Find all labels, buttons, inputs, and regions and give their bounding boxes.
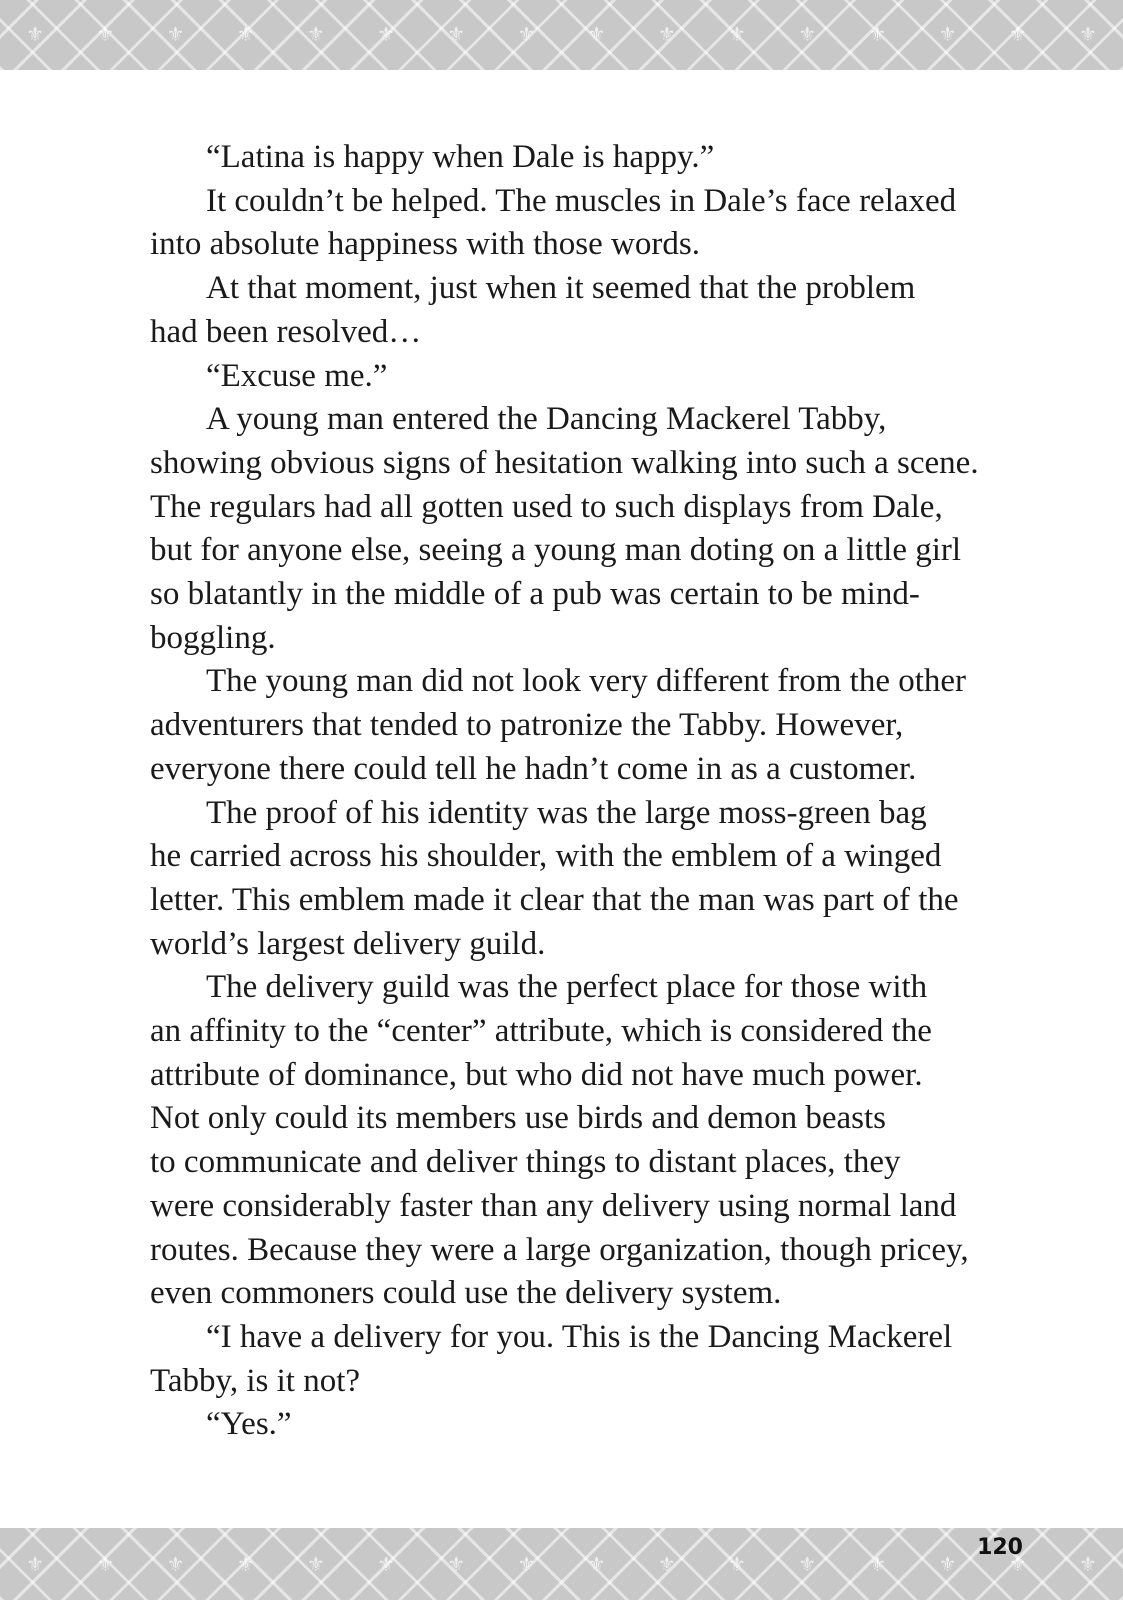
fleur-icon: ⚜ xyxy=(377,1552,395,1576)
fleur-icon: ⚜ xyxy=(728,22,746,46)
text-line: everyone there could tell he hadn’t come in as a customer. xyxy=(150,750,917,787)
text-line: The regulars had all gotten used to such displays from Dale, xyxy=(150,488,943,525)
fleur-icon: ⚜ xyxy=(657,1552,676,1576)
fleur-icon: ⚜ xyxy=(1078,22,1097,46)
text-line: attribute of dominance, but who did not have much power. xyxy=(150,1056,923,1093)
fleur-icon: ⚜ xyxy=(236,1552,255,1576)
text-line: The young man did not look very different from the other xyxy=(206,663,967,700)
text-line: even commoners could use the delivery system. xyxy=(150,1275,782,1312)
fleur-icon: ⚜ xyxy=(868,1552,887,1576)
fleur-icon: ⚜ xyxy=(1008,22,1027,46)
fleur-icon: ⚜ xyxy=(517,22,536,46)
fleur-icon: ⚜ xyxy=(377,22,395,46)
text-line: into absolute happiness with those words. xyxy=(150,226,700,263)
fleur-icon: ⚜ xyxy=(166,22,185,46)
text-line: to communicate and deliver things to distant places, they xyxy=(150,1144,901,1181)
fleur-icon: ⚜ xyxy=(938,22,957,46)
fleur-icon: ⚜ xyxy=(236,22,255,46)
page-body-text xyxy=(150,136,1030,1447)
text-line: Not only could its members use birds and demon beasts xyxy=(150,1100,886,1137)
fleur-icon: ⚜ xyxy=(306,22,325,46)
text-line: At that moment, just when it seemed that the problem xyxy=(206,270,916,307)
text-line: so blatantly in the middle of a pub was certain to be mind- xyxy=(150,576,920,613)
top-decorative-band xyxy=(0,0,1123,70)
text-line: “Excuse me.” xyxy=(206,357,388,394)
text-line: The delivery guild was the perfect place for those with xyxy=(206,969,928,1006)
fleur-icon: ⚜ xyxy=(96,22,115,46)
fleur-icon: ⚜ xyxy=(587,22,606,46)
fleur-icon: ⚜ xyxy=(798,22,817,46)
fleur-icon: ⚜ xyxy=(728,1552,746,1576)
fleur-icon: ⚜ xyxy=(1078,1552,1097,1576)
fleur-icon: ⚜ xyxy=(447,22,466,46)
text-line: had been resolved… xyxy=(150,313,422,350)
text-line: A young man entered the Dancing Mackerel Tabby, xyxy=(206,401,887,438)
text-line: boggling. xyxy=(150,619,276,656)
text-line: an affinity to the “center” attribute, which is considered the xyxy=(150,1013,932,1050)
text-line: but for anyone else, seeing a young man doting on a little girl xyxy=(150,532,962,569)
fleur-icon: ⚜ xyxy=(587,1552,606,1576)
text-line: It couldn’t be helped. The muscles in Dale’s face relaxed xyxy=(206,182,957,219)
page-number: 120 xyxy=(977,1535,1023,1560)
fleur-icon: ⚜ xyxy=(938,1552,957,1576)
text-line: routes. Because they were a large organization, though pricey, xyxy=(150,1231,969,1268)
fleur-icon: ⚜ xyxy=(1008,1552,1027,1576)
text-line: adventurers that tended to patronize the Tabby. However, xyxy=(150,707,904,744)
text-line: The proof of his identity was the large moss-green bag xyxy=(206,794,927,831)
text-line: world’s largest delivery guild. xyxy=(150,925,546,962)
text-line: Tabby, is it not? xyxy=(150,1362,361,1399)
fleur-icon: ⚜ xyxy=(798,1552,817,1576)
text-line: showing obvious signs of hesitation walking into such a scene. xyxy=(150,444,979,481)
fleur-icon: ⚜ xyxy=(26,1552,45,1576)
fleur-icon: ⚜ xyxy=(306,1552,325,1576)
fleur-icon: ⚜ xyxy=(517,1552,536,1576)
text-line: were considerably faster than any delivery using normal land xyxy=(150,1187,957,1224)
fleur-icon: ⚜ xyxy=(26,22,45,46)
top-fleur-motif-row xyxy=(0,24,1123,44)
fleur-icon: ⚜ xyxy=(96,1552,115,1576)
text-line: he carried across his shoulder, with the emblem of a winged xyxy=(150,838,942,875)
fleur-icon: ⚜ xyxy=(447,1552,466,1576)
text-line: “Latina is happy when Dale is happy.” xyxy=(206,139,715,175)
text-line: “Yes.” xyxy=(206,1406,292,1443)
text-line: letter. This emblem made it clear that the man was part of the xyxy=(150,881,959,918)
text-line: “I have a delivery for you. This is the Dancing Mackerel xyxy=(206,1318,953,1355)
fleur-icon: ⚜ xyxy=(868,22,887,46)
fleur-icon: ⚜ xyxy=(166,1552,185,1576)
fleur-icon: ⚜ xyxy=(657,22,676,46)
